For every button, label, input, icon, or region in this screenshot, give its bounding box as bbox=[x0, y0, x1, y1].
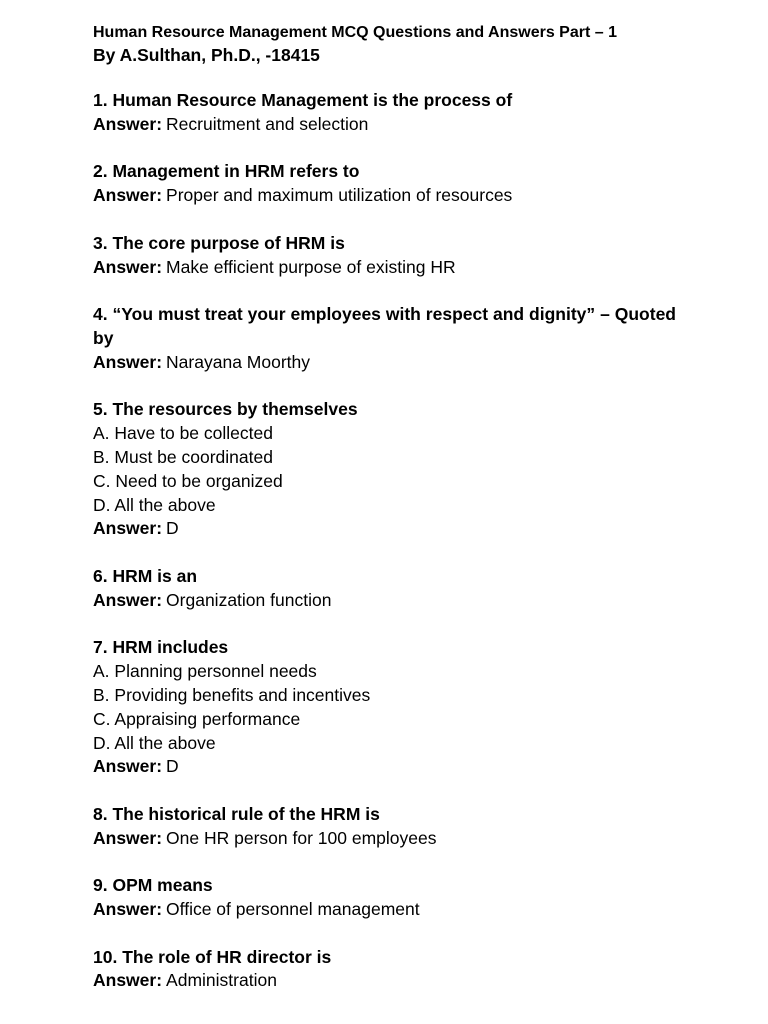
answer-label: Answer: bbox=[93, 827, 163, 848]
question-text: 7. HRM includes bbox=[93, 637, 229, 658]
question-item bbox=[93, 874, 676, 922]
question-item bbox=[93, 232, 676, 280]
answer-line bbox=[93, 589, 676, 613]
answer-label: Answer: bbox=[93, 589, 163, 610]
document-author: By A.Sulthan, Ph.D., -18415 bbox=[93, 45, 320, 65]
option-a: A. Have to be collected bbox=[93, 423, 273, 444]
question-item bbox=[93, 636, 676, 779]
question-item bbox=[93, 160, 676, 208]
option-b: B. Providing benefits and incentives bbox=[93, 684, 371, 705]
option-d: D. All the above bbox=[93, 732, 216, 753]
answer-label: Answer: bbox=[93, 256, 163, 277]
answer-value: Narayana Moorthy bbox=[166, 351, 311, 372]
answer-label: Answer: bbox=[93, 518, 163, 539]
question-text: 5. The resources by themselves bbox=[93, 399, 358, 420]
option-b: B. Must be coordinated bbox=[93, 446, 273, 467]
question-item bbox=[93, 89, 676, 137]
answer-line bbox=[93, 898, 676, 922]
question-item bbox=[93, 303, 676, 374]
question-text: 2. Management in HRM refers to bbox=[93, 161, 360, 182]
question-text: 9. OPM means bbox=[93, 875, 213, 896]
answer-value: D bbox=[166, 756, 179, 777]
answer-value: Office of personnel management bbox=[166, 899, 420, 920]
option-c: C. Need to be organized bbox=[93, 470, 283, 491]
answer-label: Answer: bbox=[93, 970, 163, 991]
answer-line bbox=[93, 351, 676, 375]
answer-label: Answer: bbox=[93, 899, 163, 920]
answer-line bbox=[93, 827, 676, 851]
question-text: 4. “You must treat your employees with respect and dignity” – Quoted by bbox=[93, 304, 676, 348]
answer-line bbox=[93, 113, 676, 137]
answer-value: Organization function bbox=[166, 589, 332, 610]
question-text: 6. HRM is an bbox=[93, 565, 198, 586]
answer-line bbox=[93, 755, 676, 779]
option-c: C. Appraising performance bbox=[93, 708, 301, 729]
answer-line bbox=[93, 184, 676, 208]
question-item bbox=[93, 803, 676, 851]
answer-label: Answer: bbox=[93, 351, 163, 372]
question-text: 10. The role of HR director is bbox=[93, 946, 332, 967]
answer-value: Administration bbox=[166, 970, 277, 991]
answer-value: Make efficient purpose of existing HR bbox=[166, 256, 456, 277]
answer-line bbox=[93, 517, 676, 541]
answer-value: D bbox=[166, 518, 179, 539]
question-item bbox=[93, 565, 676, 613]
answer-value: One HR person for 100 employees bbox=[166, 827, 437, 848]
answer-line bbox=[93, 969, 676, 993]
answer-line bbox=[93, 256, 676, 280]
answer-value: Recruitment and selection bbox=[166, 113, 369, 134]
answer-value: Proper and maximum utilization of resources bbox=[166, 185, 513, 206]
answer-label: Answer: bbox=[93, 113, 163, 134]
answer-label: Answer: bbox=[93, 756, 163, 777]
answer-label: Answer: bbox=[93, 185, 163, 206]
option-a: A. Planning personnel needs bbox=[93, 661, 317, 682]
question-text: 1. Human Resource Management is the process of bbox=[93, 90, 513, 110]
question-text: 3. The core purpose of HRM is bbox=[93, 232, 345, 253]
question-item bbox=[93, 946, 676, 994]
option-d: D. All the above bbox=[93, 494, 216, 515]
document-title: Human Resource Management MCQ Questions and Answers Part – 1 bbox=[93, 24, 617, 41]
question-text: 8. The historical rule of the HRM is bbox=[93, 803, 380, 824]
question-item bbox=[93, 398, 676, 541]
